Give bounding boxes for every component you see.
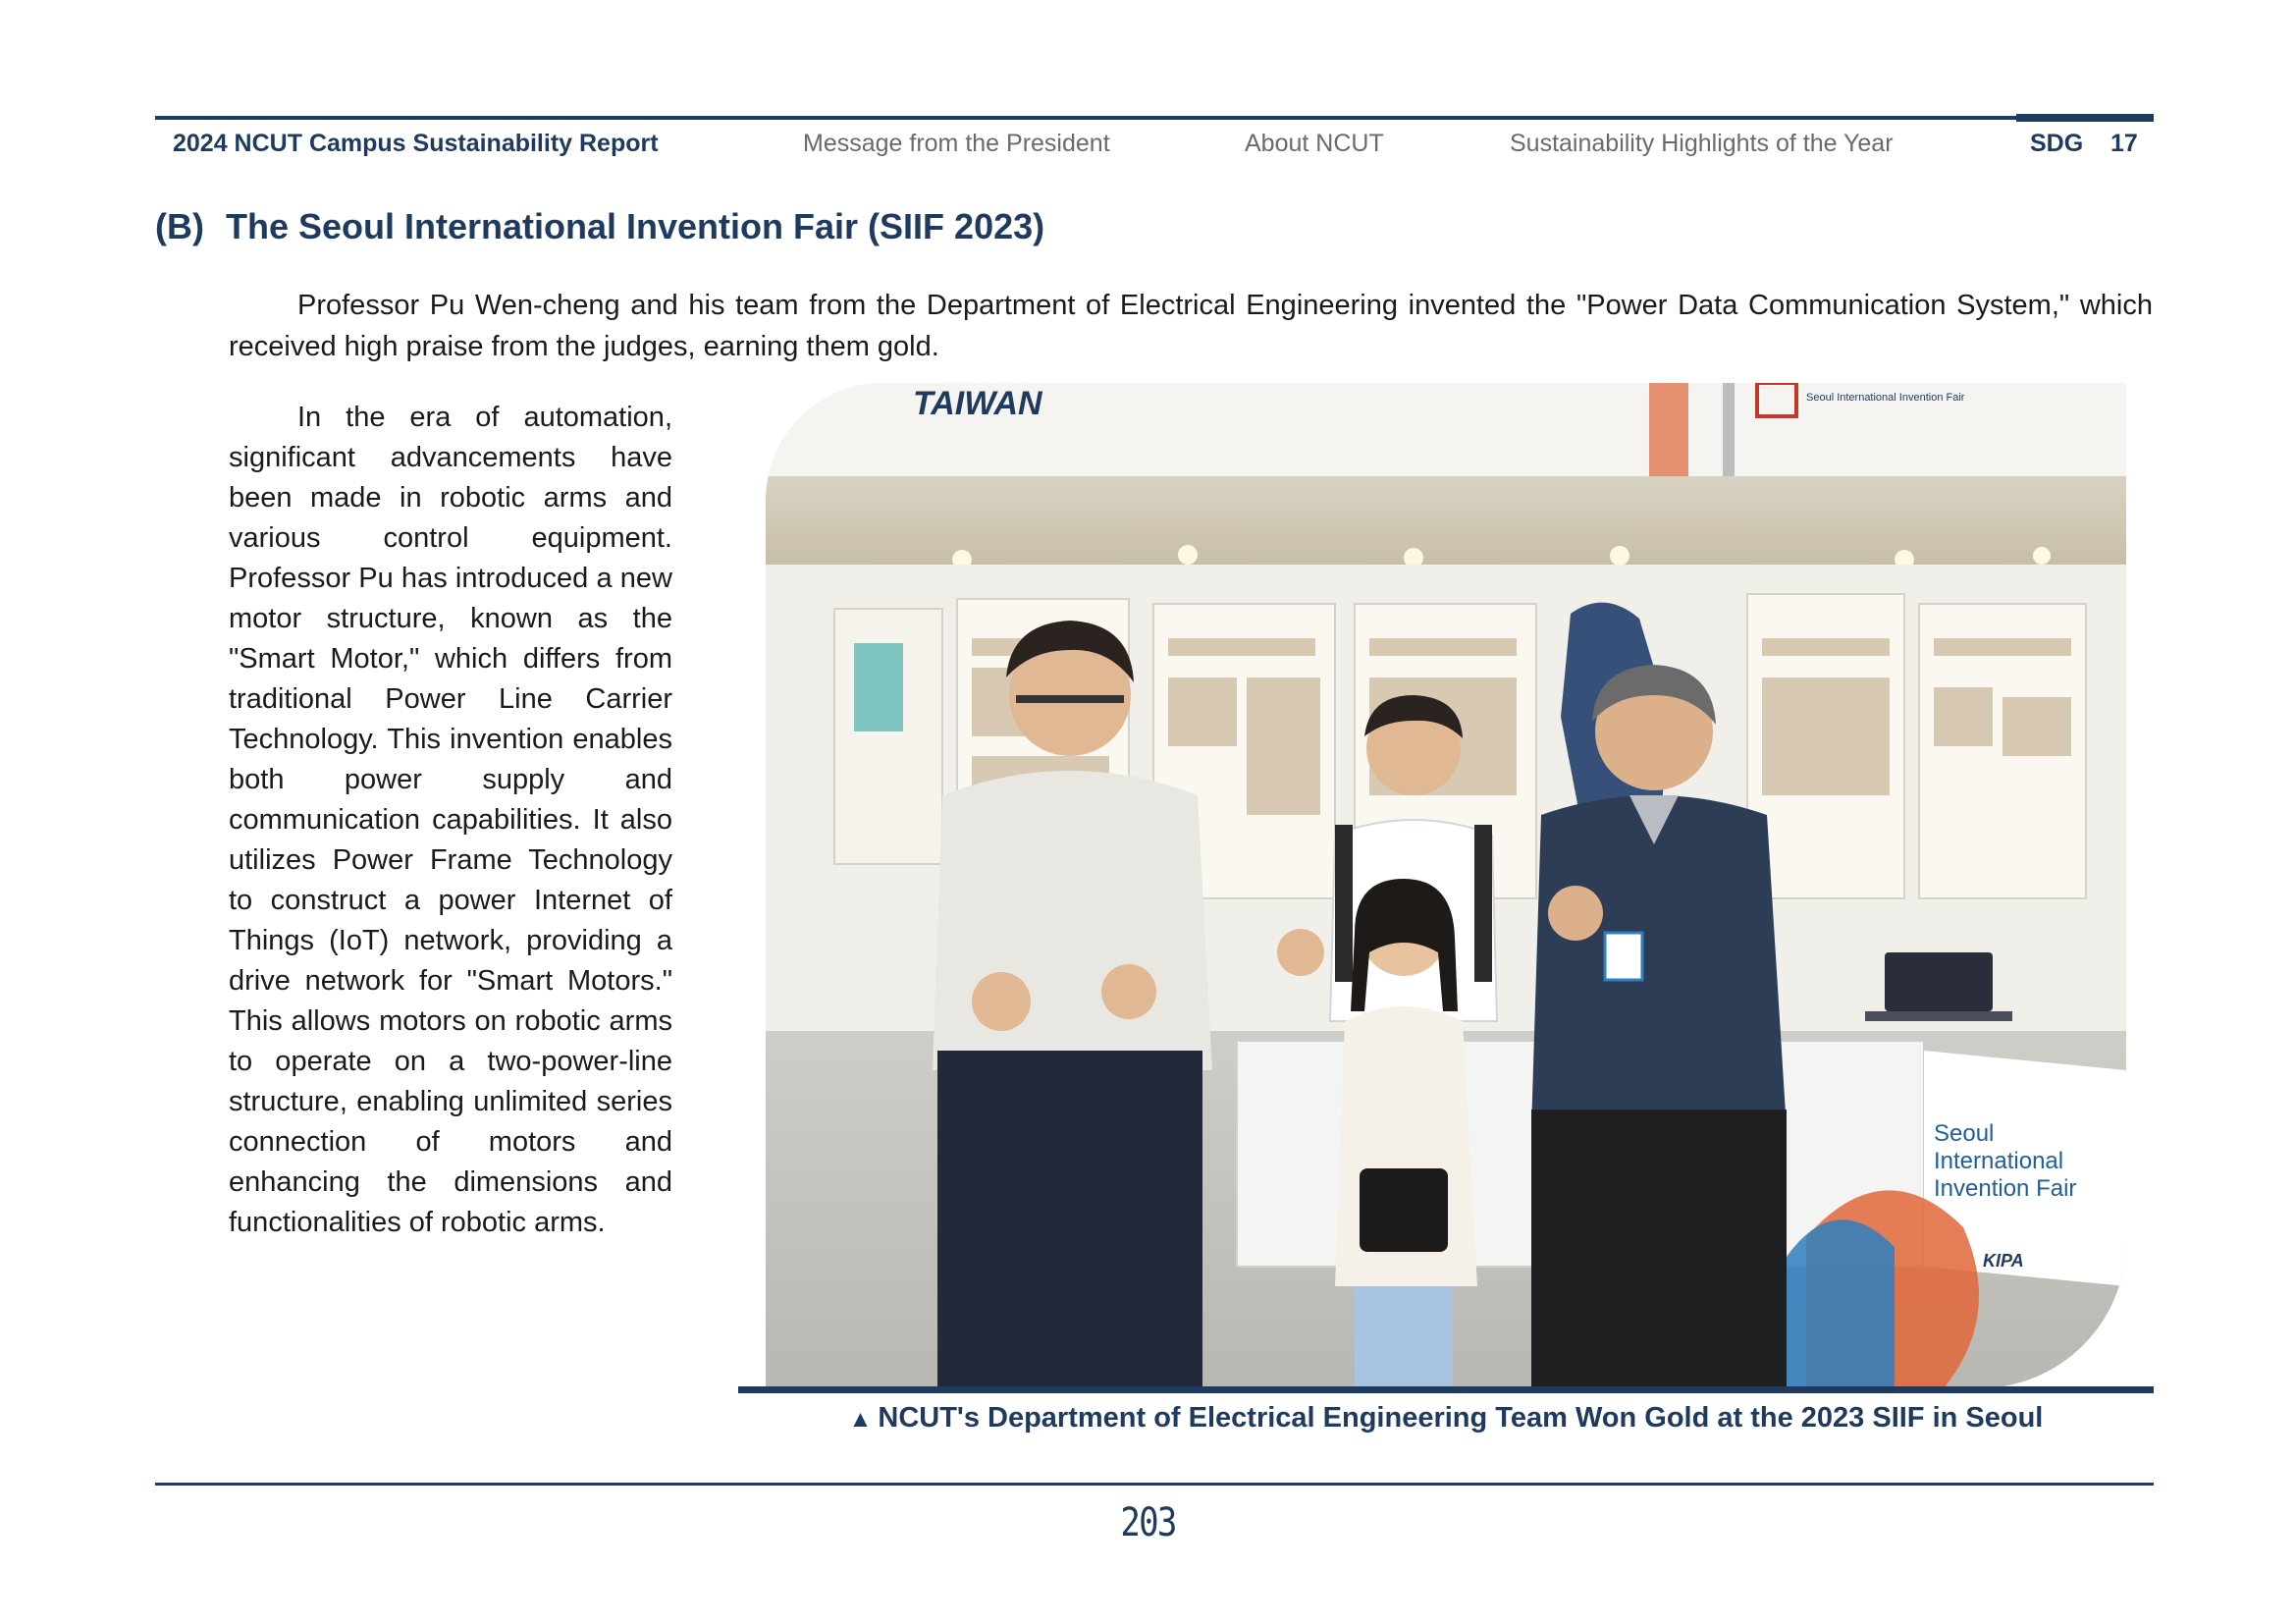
body-text: In the era of automation, significant advancements have been made in robotic arms and various control equipment. Professor Pu has introduced a new motor structure, known as the "Smart Motor," which differs from traditional Power Line Carrier Technology. This invention enables both power supply and communication capabilities. It also utilizes Power Frame Technology to construct a power Internet of Things (IoT) network, providing a drive network for "Smart Motors." This allows motors on robotic arms to operate on a two-power-line structure, enabling unlimited series connection of motors and enhancing the dimensions and functionalities of robotic arms. <box>229 402 672 1238</box>
laptop <box>1885 952 1993 1011</box>
running-header <box>155 124 2154 163</box>
booth-photo-illustration <box>766 383 2126 1388</box>
body-paragraph <box>229 398 672 1243</box>
header-top-rule <box>155 116 2154 120</box>
nav-sustainability-highlights[interactable]: Sustainability Highlights of the Year <box>1510 130 1894 157</box>
caption-triangle-icon: ▲ <box>848 1406 873 1433</box>
section-title: The Seoul International Invention Fair (SIIF 2023) <box>225 206 1045 246</box>
caption-text: NCUT's Department of Electrical Engineering Team Won Gold at the 2023 SIIF in Seoul <box>878 1402 2044 1434</box>
booth-sign-line-2: International <box>1934 1148 2064 1174</box>
report-title: 2024 NCUT Campus Sustainability Report <box>173 130 659 157</box>
booth-sign-line-3: Invention Fair <box>1934 1175 2077 1202</box>
section-label: (B) <box>155 206 204 246</box>
banner-taiwan-text: TAIWAN <box>913 385 1042 422</box>
footer-rule <box>155 1483 2154 1486</box>
intro-text: Professor Pu Wen-cheng and his team from the Department of Electrical Engineering invented the "Power Data Communication System," which received high praise from the judges, earning them gold. <box>229 290 2153 362</box>
caption-rule <box>738 1386 2154 1393</box>
sdg-number: 17 <box>2110 130 2138 157</box>
photo-caption <box>738 1402 2154 1435</box>
nav-message-from-president[interactable]: Message from the President <box>803 130 1110 157</box>
section-heading <box>155 206 1044 247</box>
ceiling <box>766 476 2126 565</box>
fair-logo-text: Seoul International Invention Fair <box>1806 392 1965 404</box>
header-accent-bar <box>2016 114 2154 122</box>
sdg-label[interactable]: SDG <box>2030 130 2084 157</box>
booth-sign-line-1: Seoul <box>1934 1120 1995 1147</box>
page-number: 203 <box>1120 1500 1176 1545</box>
intro-paragraph <box>229 285 2153 367</box>
nav-about-ncut[interactable]: About NCUT <box>1245 130 1384 157</box>
sponsor-logo-text: KIPA <box>1983 1251 2024 1271</box>
event-photo <box>766 383 2126 1388</box>
